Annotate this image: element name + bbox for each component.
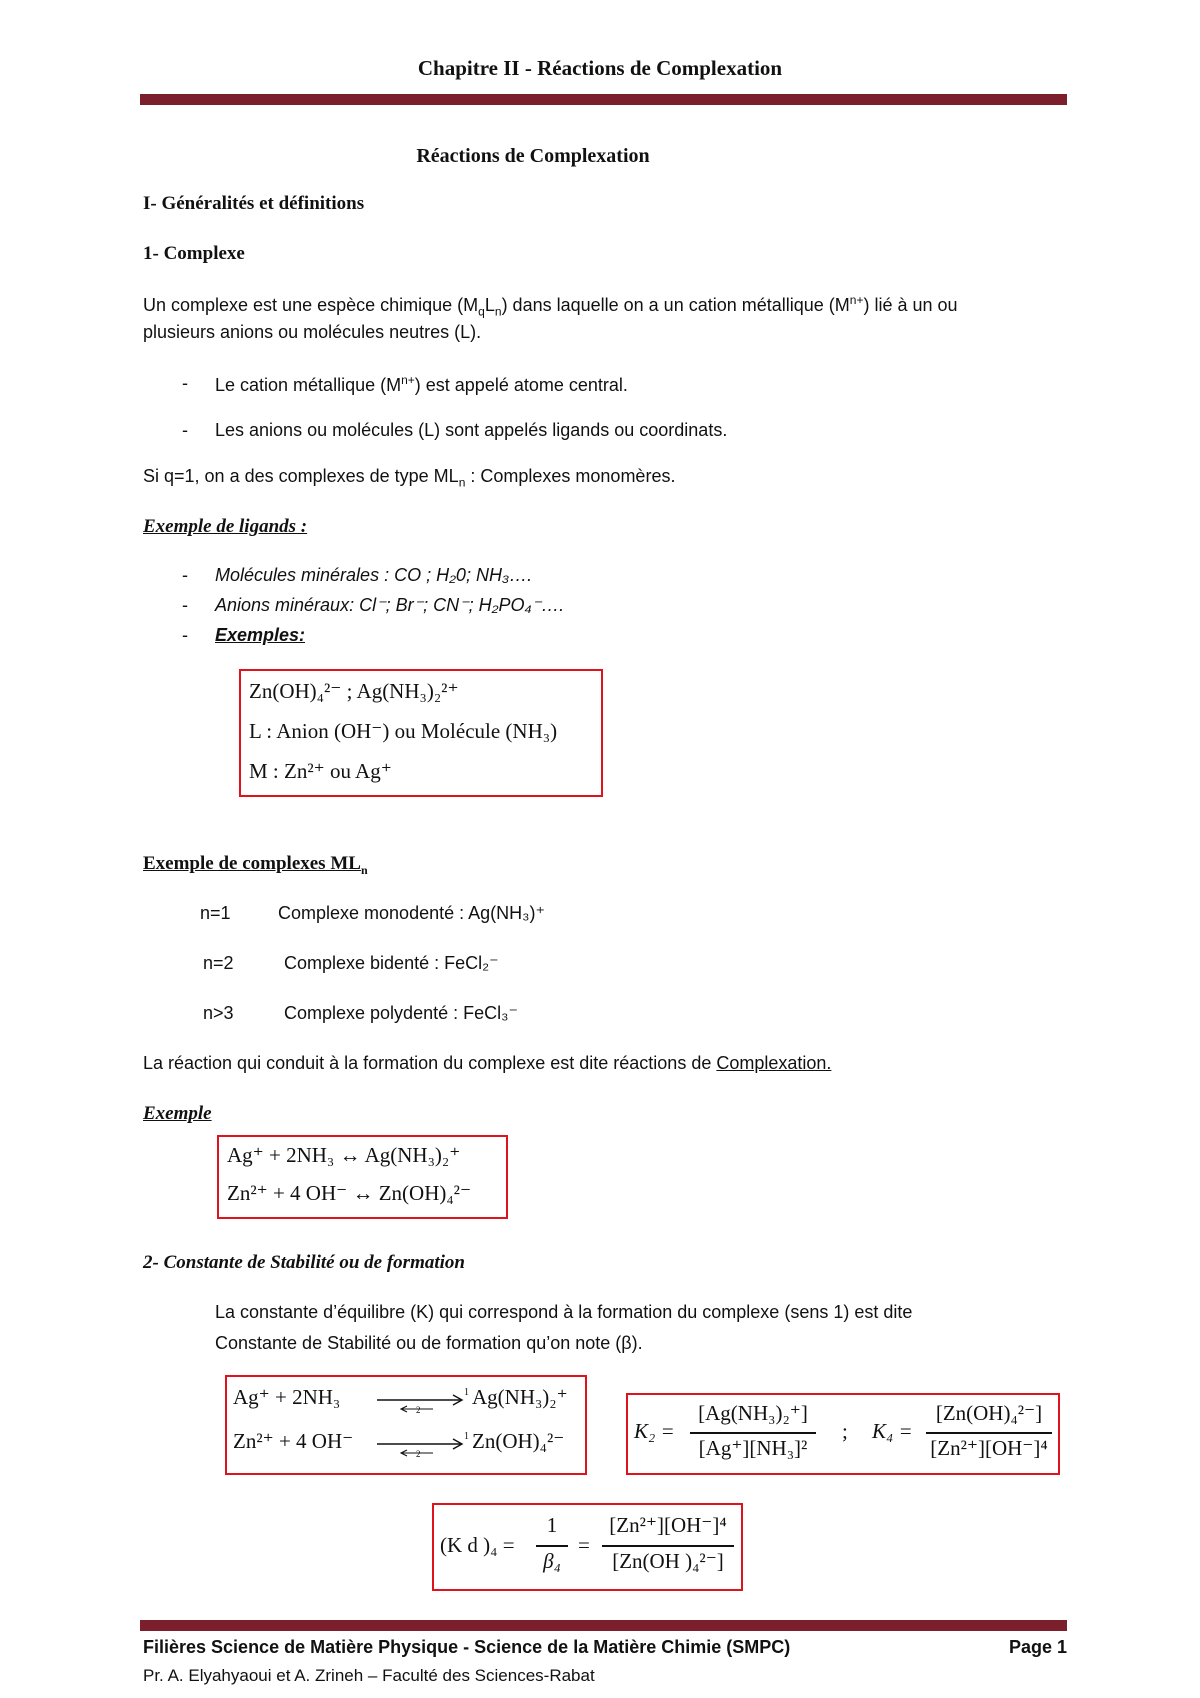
- monomer-text-a: Si q=1, on a des complexes de type ML: [143, 466, 459, 486]
- dash-marker: -: [182, 565, 188, 585]
- eq1-right: Ag(NH₃)₂⁺: [472, 1385, 568, 1409]
- dash-marker: -: [182, 595, 188, 615]
- reaction-paragraph: [143, 1053, 831, 1074]
- bullet1-text-b: ) est appelé atome central.: [414, 375, 628, 395]
- complex-row-n: n>3: [203, 1003, 234, 1023]
- exemple-heading: Exemple: [143, 1103, 212, 1124]
- section2-heading: 2- Constante de Stabilité ou de formation: [143, 1252, 465, 1273]
- box1-line1: Zn(OH)₄²⁻ ; Ag(NH₃)₂²⁺: [249, 679, 459, 703]
- chapter-title: Chapitre II - Réactions de Complexation: [417, 56, 783, 80]
- equilibrium-arrow-icon: [375, 1433, 467, 1463]
- arrow-label-2: 2: [416, 1449, 421, 1459]
- complex-row-text: Complexe bidenté : FeCl₂⁻: [284, 953, 499, 973]
- kd-denominator-1: β₄: [543, 1549, 561, 1573]
- box1-line2: L : Anion (OH⁻) ou Molécule (NH₃): [249, 719, 558, 743]
- sub-q: q: [478, 304, 485, 319]
- section2-para2: Constante de Stabilité ou de formation qu’on note (β).: [215, 1333, 643, 1353]
- kd-fraction-bar-2: [602, 1545, 734, 1547]
- k2-denominator: [Ag⁺][NH₃]²: [698, 1436, 808, 1460]
- dash-marker: -: [182, 420, 188, 440]
- arrow-label-2: 2: [416, 1405, 421, 1415]
- subsection-heading: 1- Complexe: [143, 243, 245, 264]
- complex-row-n: n=1: [200, 903, 231, 923]
- monomer-text: [143, 466, 675, 490]
- k4-numerator: [Zn(OH)₄²⁻]: [935, 1401, 1043, 1425]
- k2-numerator: [Ag(NH₃)₂⁺]: [698, 1401, 808, 1425]
- k4-denominator: [Zn²⁺][OH⁻]⁴: [930, 1436, 1048, 1460]
- kd-numerator-1: 1: [546, 1513, 558, 1537]
- equilibrium-box: [225, 1375, 587, 1475]
- definition-text-a: Un complexe est une espèce chimique (M: [143, 295, 479, 315]
- section-heading: I- Généralités et définitions: [143, 193, 365, 214]
- ligand-item-examples: Exemples:: [215, 625, 306, 645]
- eq2-right: Zn(OH)₄²⁻: [472, 1429, 565, 1453]
- ligand-item-anions: Anions minéraux: Cl⁻; Br⁻; CN⁻; H₂PO₄⁻….: [215, 595, 565, 615]
- exemple-eq2: Zn²⁺ + 4 OH⁻ ↔ Zn(OH)₄²⁻: [227, 1181, 472, 1205]
- box1-line3: M : Zn²⁺ ou Ag⁺: [249, 759, 392, 783]
- bullet1-sup: n+: [401, 373, 415, 387]
- exemple-eq1: Ag⁺ + 2NH₃ ↔ Ag(NH₃)₂⁺: [227, 1143, 461, 1167]
- dash-marker: -: [182, 373, 188, 393]
- bullet-central-atom: [215, 373, 628, 396]
- definition-paragraph: Un complexe est une espèce chimique $(M_qL_n)$ dans laquelle on a un cation métallique $(M^{n+})$ lié à un ou: [143, 293, 958, 319]
- definition-line2: plusieurs anions ou molécules neutres (L).: [143, 322, 482, 342]
- definition-text-c: ) lié à un ou: [863, 295, 958, 315]
- kd-fraction-bar-1: [536, 1545, 568, 1547]
- header-divider: [140, 94, 1067, 105]
- footer-divider: [140, 1620, 1067, 1631]
- complexes-heading-text: Exemple de complexes ML: [143, 853, 361, 874]
- complexes-heading-sub: n: [360, 862, 368, 877]
- dissociation-constant-box: [432, 1503, 743, 1591]
- stability-constants-box: [626, 1393, 1060, 1475]
- monomer-text-b: : Complexes monomères.: [465, 466, 676, 486]
- ligand-item-molecules: Molécules minérales : CO ; H₂0; NH₃….: [215, 565, 533, 585]
- complex-row-text: Complexe monodenté : Ag(NH₃)⁺: [278, 903, 545, 923]
- footer-authors: Pr. A. Elyahyaoui et A. Zrineh – Faculté des Sciences-Rabat: [143, 1666, 595, 1685]
- k4-fraction-bar: [926, 1432, 1052, 1434]
- complexes-heading: [143, 853, 368, 878]
- eq1-left: Ag⁺ + 2NH₃: [233, 1385, 341, 1409]
- equilibrium-arrow-icon: [375, 1389, 467, 1419]
- bullet-ligands: Les anions ou molécules (L) sont appelés ligands ou coordinats.: [215, 420, 728, 440]
- footer-program: Filières Science de Matière Physique - Science de la Matière Chimie (SMPC): [143, 1637, 791, 1657]
- k2-label: K₂ =: [634, 1419, 675, 1443]
- ligand-example-box: [239, 669, 603, 797]
- kd-label: (K d )₄ =: [440, 1533, 515, 1557]
- reaction-example-box: [217, 1135, 508, 1219]
- definition-text-b: ) dans laquelle on a un cation métallique (M: [501, 295, 850, 315]
- bullet1-text-a: Le cation métallique (M: [215, 375, 402, 395]
- kd-numerator-2: [Zn²⁺][OH⁻]⁴: [609, 1513, 727, 1537]
- complexation-term: Complexation.: [716, 1053, 832, 1073]
- monomer-sub-n: n: [458, 475, 466, 490]
- complex-row-n: n=2: [203, 953, 234, 973]
- section2-para1: La constante d’équilibre (K) qui correspond à la formation du complexe (sens 1) est dite: [215, 1302, 913, 1322]
- kd-equals: =: [578, 1533, 590, 1557]
- complex-row-text: Complexe polydenté : FeCl₃⁻: [284, 1003, 518, 1023]
- page-title: Réactions de Complexation: [416, 145, 650, 167]
- page-number: Page 1: [1008, 1637, 1067, 1657]
- reaction-text: La réaction qui conduit à la formation du complexe est dite réactions de: [143, 1053, 717, 1073]
- eq2-left: Zn²⁺ + 4 OH⁻: [233, 1429, 354, 1453]
- dash-marker: -: [182, 625, 188, 645]
- k2-fraction-bar: [690, 1432, 816, 1434]
- ligands-heading: Exemple de ligands :: [143, 516, 308, 537]
- sub-n: n: [494, 304, 502, 319]
- arrow-label-1: 1: [464, 1431, 469, 1442]
- sup-nplus: n+: [849, 293, 864, 307]
- kd-denominator-2: [Zn(OH )₄²⁻]: [612, 1549, 724, 1573]
- constants-separator: ;: [842, 1419, 848, 1443]
- k4-label: K₄ =: [872, 1419, 913, 1443]
- arrow-label-1: 1: [464, 1387, 469, 1398]
